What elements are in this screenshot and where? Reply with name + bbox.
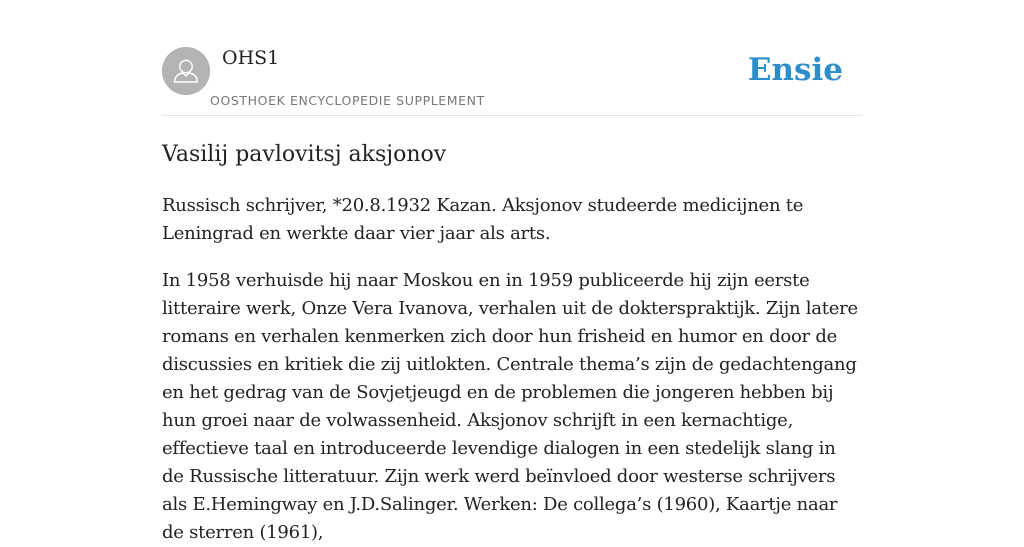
article-title: Vasilij pavlovitsj aksjonov [162,142,447,167]
article-paragraph: In 1958 verhuisde hij naar Moskou en in 1959 publiceerde hij zijn eerste litteraire werk, Onze Vera Ivanova, verhalen uit de dokterspraktijk. Zijn latere romans en verhalen kenmerken zich door hun frisheid en humor en door de discussies en kritiek die zij uitlokten. Centrale thema’s zijn de gedachtengang en het gedrag van de Sovjetjeugd en de problemen die jongeren hebben bij hun groei naar de volwassenheid. Aksjonov schrijft in een kernachtige, effectieve taal en introduceerde levendige dialogen in een stedelijk slang in de Russische litteratuur. Zijn werk werd beïnvloed door westerse schrijvers als E.Hemingway en J.D.Salinger. Werken: De collega’s (1960), Kaartje naar de sterren (1961), [162,270,858,543]
brand-logo[interactable]: Ensie [747,52,843,88]
author-name[interactable]: OHS1 [222,47,280,69]
article-paragraph: Russisch schrijver, *20.8.1932 Kazan. Aksjonov studeerde medicijnen te Leningrad en werkte daar vier jaar als arts. [162,195,804,244]
article [162,138,862,547]
header [162,0,862,116]
user-avatar-icon[interactable] [162,47,210,95]
publication-name[interactable]: OOSTHOEK ENCYCLOPEDIE SUPPLEMENT [210,93,485,108]
